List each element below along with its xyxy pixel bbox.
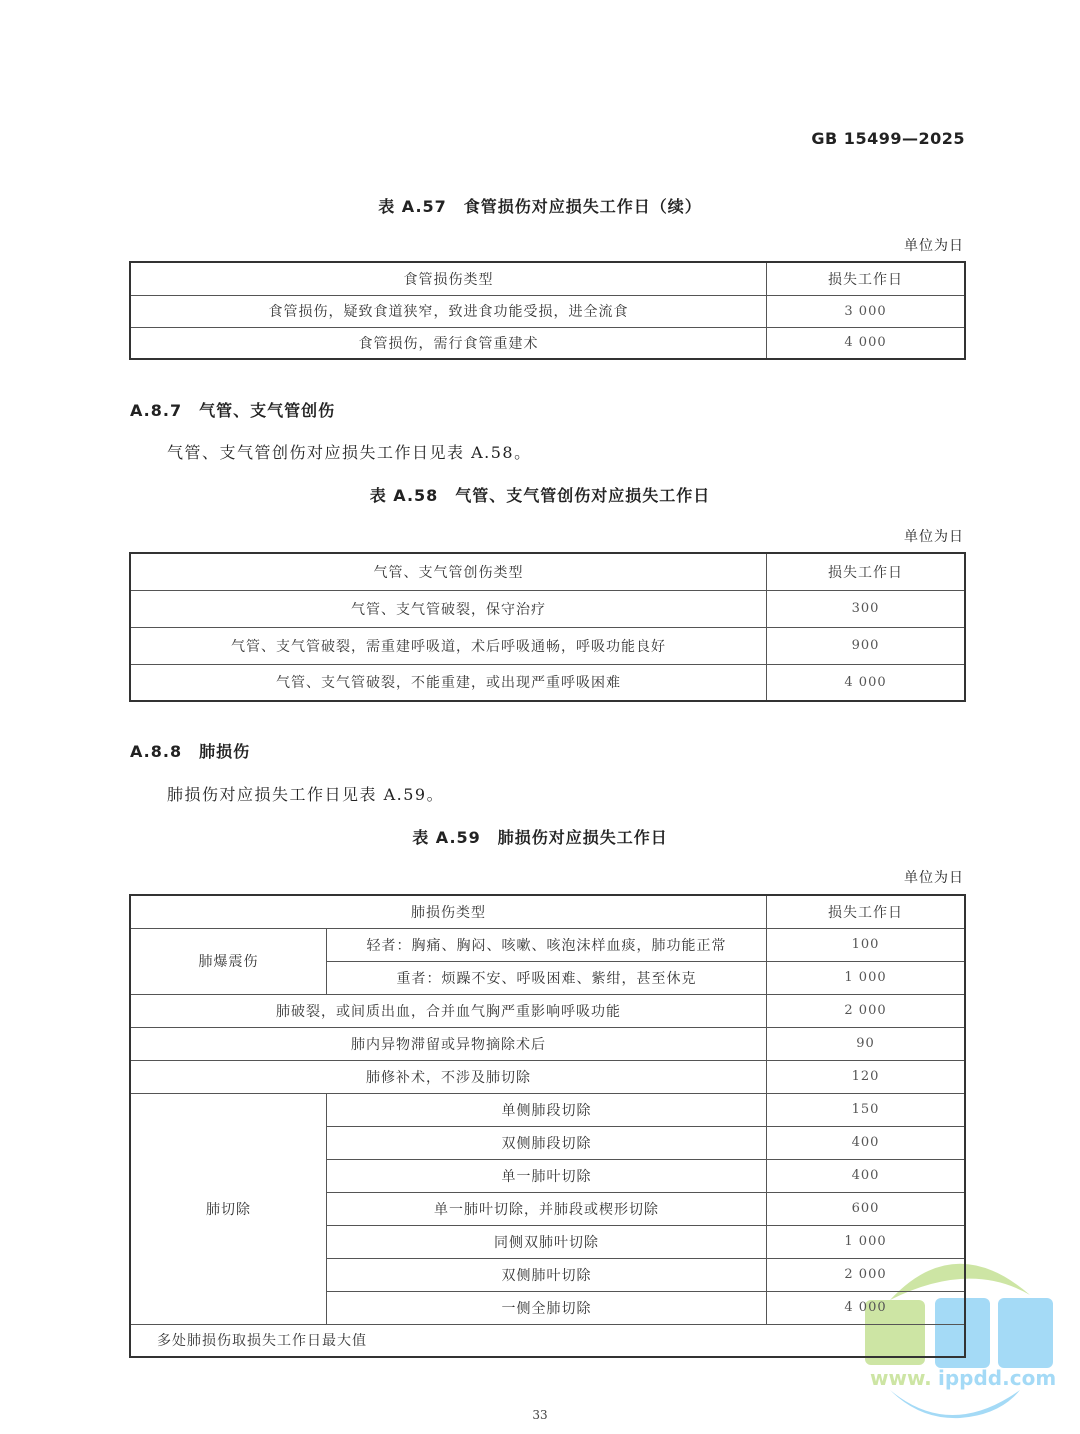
cell-days: 2 000 [767, 994, 966, 1027]
cell-days: 1 000 [767, 1225, 966, 1258]
section-heading-a88: A.8.8 肺损伤 [130, 742, 251, 761]
cell-type: 双侧肺叶切除 [327, 1258, 767, 1291]
table-row [130, 295, 965, 327]
cell-type: 气管、支气管破裂，保守治疗 [130, 590, 767, 627]
cell-days: 400 [767, 1159, 966, 1192]
paragraph: 肺损伤对应损失工作日见表 A.59。 [167, 785, 445, 804]
svg-text:ippdd.com: ippdd.com [938, 1366, 1057, 1390]
table-row [130, 664, 965, 701]
cell-type: 肺内异物滞留或异物摘除术后 [130, 1027, 767, 1060]
table-note: 多处肺损伤取损失工作日最大值 [130, 1324, 965, 1357]
cell-days: 4 000 [767, 1291, 966, 1324]
cell-type: 单一肺叶切除 [327, 1159, 767, 1192]
standard-number: GB 15499—2025 [811, 129, 965, 148]
cell-type: 肺修补术，不涉及肺切除 [130, 1060, 767, 1093]
cell-type: 双侧肺段切除 [327, 1126, 767, 1159]
header-type: 食管损伤类型 [130, 262, 767, 295]
table-a59-caption: 表 A.59 肺损伤对应损失工作日 [412, 828, 668, 847]
table-row [130, 1027, 965, 1060]
table-row [130, 1093, 965, 1126]
cell-type: 单一肺叶切除，并肺段或楔形切除 [327, 1192, 767, 1225]
table-a58 [129, 552, 966, 702]
table-a57-caption: 表 A.57 食管损伤对应损失工作日（续） [378, 197, 702, 216]
header-days: 损失工作日 [767, 262, 966, 295]
table-a59 [129, 894, 966, 1358]
cell-days: 120 [767, 1060, 966, 1093]
header-type: 肺损伤类型 [130, 895, 767, 928]
section-heading-a87: A.8.7 气管、支气管创伤 [130, 401, 336, 420]
cell-days: 2 000 [767, 1258, 966, 1291]
table-a58-caption: 表 A.58 气管、支气管创伤对应损失工作日 [369, 486, 711, 505]
cell-type: 食管损伤，需行食管重建术 [130, 327, 767, 359]
cell-type: 轻者：胸痛、胸闷、咳嗽、咳泡沫样血痰，肺功能正常 [327, 928, 767, 961]
cell-days: 150 [767, 1093, 966, 1126]
header-type: 气管、支气管创伤类型 [130, 553, 767, 590]
table-a57 [129, 261, 966, 360]
table-row [130, 590, 965, 627]
table-note-row [130, 1324, 965, 1357]
cell-type: 食管损伤，疑致食道狭窄，致进食功能受损，进全流食 [130, 295, 767, 327]
table-row [130, 1060, 965, 1093]
unit-label: 单位为日 [904, 238, 964, 254]
paragraph: 气管、支气管创伤对应损失工作日见表 A.58。 [167, 443, 532, 462]
cell-days: 1 000 [767, 961, 966, 994]
cell-days: 90 [767, 1027, 966, 1060]
cell-days: 100 [767, 928, 966, 961]
cell-days: 4 000 [767, 664, 966, 701]
table-row [130, 327, 965, 359]
cell-type: 肺破裂，或间质出血，合并血气胸严重影响呼吸功能 [130, 994, 767, 1027]
cell-days: 400 [767, 1126, 966, 1159]
unit-label: 单位为日 [904, 870, 964, 886]
header-days: 损失工作日 [767, 553, 966, 590]
cell-type: 同侧双肺叶切除 [327, 1225, 767, 1258]
table-row [130, 627, 965, 664]
cell-type: 一侧全肺切除 [327, 1291, 767, 1324]
cell-days: 600 [767, 1192, 966, 1225]
cell-days: 4 000 [767, 327, 966, 359]
unit-label: 单位为日 [904, 529, 964, 545]
page-number: 33 [532, 1408, 548, 1422]
cell-days: 3 000 [767, 295, 966, 327]
table-row [130, 928, 965, 961]
svg-text:www.: www. [870, 1366, 932, 1390]
cell-days: 300 [767, 590, 966, 627]
cell-type: 单侧肺段切除 [327, 1093, 767, 1126]
cell-type: 气管、支气管破裂，不能重建，或出现严重呼吸困难 [130, 664, 767, 701]
group-resection: 肺切除 [130, 1093, 327, 1324]
table-row [130, 994, 965, 1027]
cell-type: 重者：烦躁不安、呼吸困难、紫绀，甚至休克 [327, 961, 767, 994]
cell-type: 气管、支气管破裂，需重建呼吸道，术后呼吸通畅，呼吸功能良好 [130, 627, 767, 664]
header-days: 损失工作日 [767, 895, 966, 928]
cell-days: 900 [767, 627, 966, 664]
group-blast: 肺爆震伤 [130, 928, 327, 994]
